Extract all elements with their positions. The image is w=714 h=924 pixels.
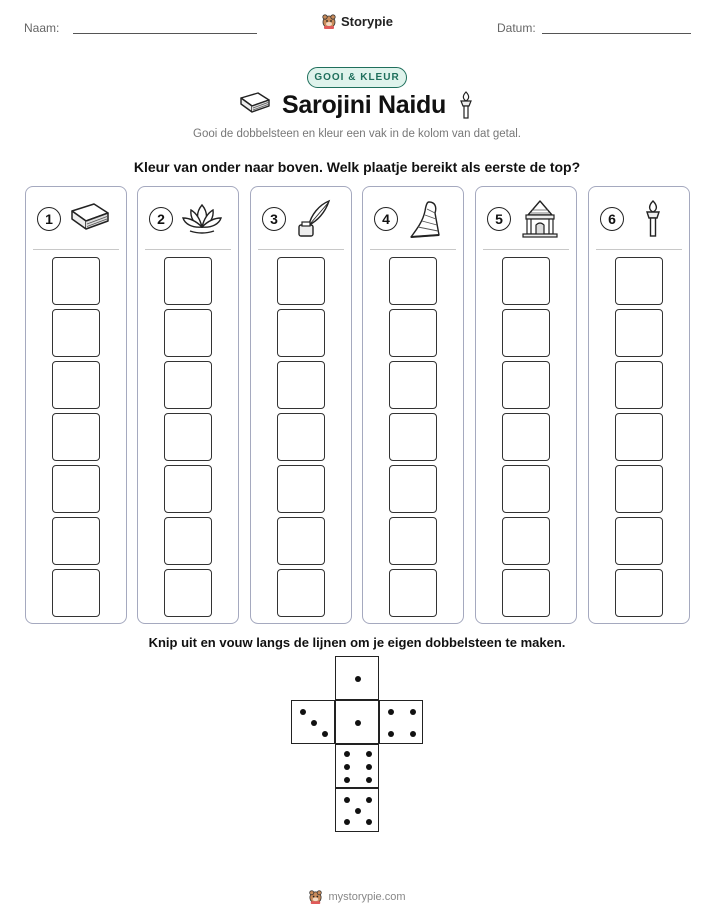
color-cell[interactable] [277, 465, 325, 513]
name-line[interactable] [73, 33, 257, 34]
die-face [335, 744, 379, 788]
color-cell[interactable] [615, 309, 663, 357]
color-cell[interactable] [615, 413, 663, 461]
column-number: 4 [374, 207, 398, 231]
column-5 [475, 186, 577, 624]
color-cell[interactable] [277, 569, 325, 617]
saree-icon [405, 199, 449, 239]
die-pip [366, 751, 372, 757]
column-number: 2 [149, 207, 173, 231]
color-cell[interactable] [52, 257, 100, 305]
die-pip [388, 731, 394, 737]
die-pip [344, 797, 350, 803]
color-cell[interactable] [389, 361, 437, 409]
die-face [379, 700, 423, 744]
brand-name: Storypie [340, 13, 393, 29]
die-pip [388, 709, 394, 715]
column-number: 6 [600, 207, 624, 231]
color-cell[interactable] [502, 465, 550, 513]
color-cell[interactable] [164, 257, 212, 305]
die-pip [344, 777, 350, 783]
page-title: Sarojini Naidu [282, 90, 446, 119]
color-cell[interactable] [615, 569, 663, 617]
color-cell[interactable] [52, 413, 100, 461]
die-pip [344, 819, 350, 825]
die-face [335, 788, 379, 832]
temple-icon [518, 199, 562, 239]
die-pip [366, 764, 372, 770]
color-cell[interactable] [502, 361, 550, 409]
color-cell[interactable] [277, 257, 325, 305]
color-cell[interactable] [389, 569, 437, 617]
die-pip [344, 751, 350, 757]
color-cell[interactable] [389, 517, 437, 565]
race-columns [25, 186, 690, 624]
color-cell[interactable] [502, 257, 550, 305]
die-pip [311, 720, 317, 726]
die-pip [366, 777, 372, 783]
book-icon [68, 199, 112, 239]
column-divider [258, 249, 344, 250]
die-instruction: Knip uit en vouw langs de lijnen om je eigen dobbelsteen te maken. [148, 635, 566, 650]
title-row [0, 90, 714, 120]
die-pip [355, 676, 361, 682]
column-header [363, 199, 463, 247]
color-cell[interactable] [615, 517, 663, 565]
storypie-logo-icon [321, 13, 337, 29]
die-pip [355, 808, 361, 814]
color-cell[interactable] [502, 569, 550, 617]
color-cell[interactable] [164, 465, 212, 513]
column-number: 3 [262, 207, 286, 231]
die-pip [366, 797, 372, 803]
instruction: Kleur van onder naar boven. Welk plaatje bereikt als eerste de top? [133, 159, 581, 175]
color-cell[interactable] [164, 517, 212, 565]
die-pip [410, 709, 416, 715]
die-pip [322, 731, 328, 737]
column-divider [370, 249, 456, 250]
color-cell[interactable] [277, 309, 325, 357]
column-number: 1 [37, 207, 61, 231]
brand [0, 13, 714, 29]
color-cell[interactable] [277, 517, 325, 565]
die-pip [410, 731, 416, 737]
die-pip [344, 764, 350, 770]
column-header [589, 199, 689, 247]
color-cell[interactable] [52, 569, 100, 617]
color-cell[interactable] [615, 465, 663, 513]
torch-icon [631, 199, 675, 239]
column-divider [596, 249, 682, 250]
book-icon [238, 90, 272, 120]
die-face [291, 700, 335, 744]
column-header [476, 199, 576, 247]
color-cell[interactable] [389, 465, 437, 513]
lotus-icon [180, 199, 224, 239]
column-header [251, 199, 351, 247]
die-face [335, 700, 379, 744]
color-cell[interactable] [164, 569, 212, 617]
column-3 [250, 186, 352, 624]
column-2 [137, 186, 239, 624]
footer-url: mystorypie.com [328, 890, 406, 903]
storypie-logo-icon [308, 889, 323, 904]
color-cell[interactable] [502, 309, 550, 357]
die-pip [366, 819, 372, 825]
color-cell[interactable] [389, 413, 437, 461]
column-number: 5 [487, 207, 511, 231]
color-cell[interactable] [502, 413, 550, 461]
subtitle: Gooi de dobbelsteen en kleur een vak in de kolom van dat getal. [193, 128, 521, 140]
column-4 [362, 186, 464, 624]
color-cell[interactable] [615, 257, 663, 305]
color-cell[interactable] [615, 361, 663, 409]
column-1 [25, 186, 127, 624]
color-cell[interactable] [52, 517, 100, 565]
column-6 [588, 186, 690, 624]
color-cell[interactable] [164, 413, 212, 461]
footer [0, 889, 714, 904]
torch-icon [456, 90, 476, 120]
color-cell[interactable] [52, 361, 100, 409]
activity-badge: GOOI & KLEUR [307, 67, 407, 88]
die-pip [300, 709, 306, 715]
date-label: Datum: [497, 21, 536, 35]
name-label: Naam: [24, 21, 60, 35]
color-cell[interactable] [389, 257, 437, 305]
column-divider [145, 249, 231, 250]
die-face [335, 656, 379, 700]
color-cell[interactable] [502, 517, 550, 565]
color-cell[interactable] [277, 361, 325, 409]
color-cell[interactable] [164, 309, 212, 357]
column-header [138, 199, 238, 247]
column-divider [483, 249, 569, 250]
column-divider [33, 249, 119, 250]
die-net [291, 656, 425, 836]
die-pip [355, 720, 361, 726]
color-cell[interactable] [389, 309, 437, 357]
color-cell[interactable] [164, 361, 212, 409]
column-header [26, 199, 126, 247]
color-cell[interactable] [52, 309, 100, 357]
color-cell[interactable] [277, 413, 325, 461]
quill-inkpot-icon [293, 199, 337, 239]
color-cell[interactable] [52, 465, 100, 513]
date-line[interactable] [542, 33, 691, 34]
